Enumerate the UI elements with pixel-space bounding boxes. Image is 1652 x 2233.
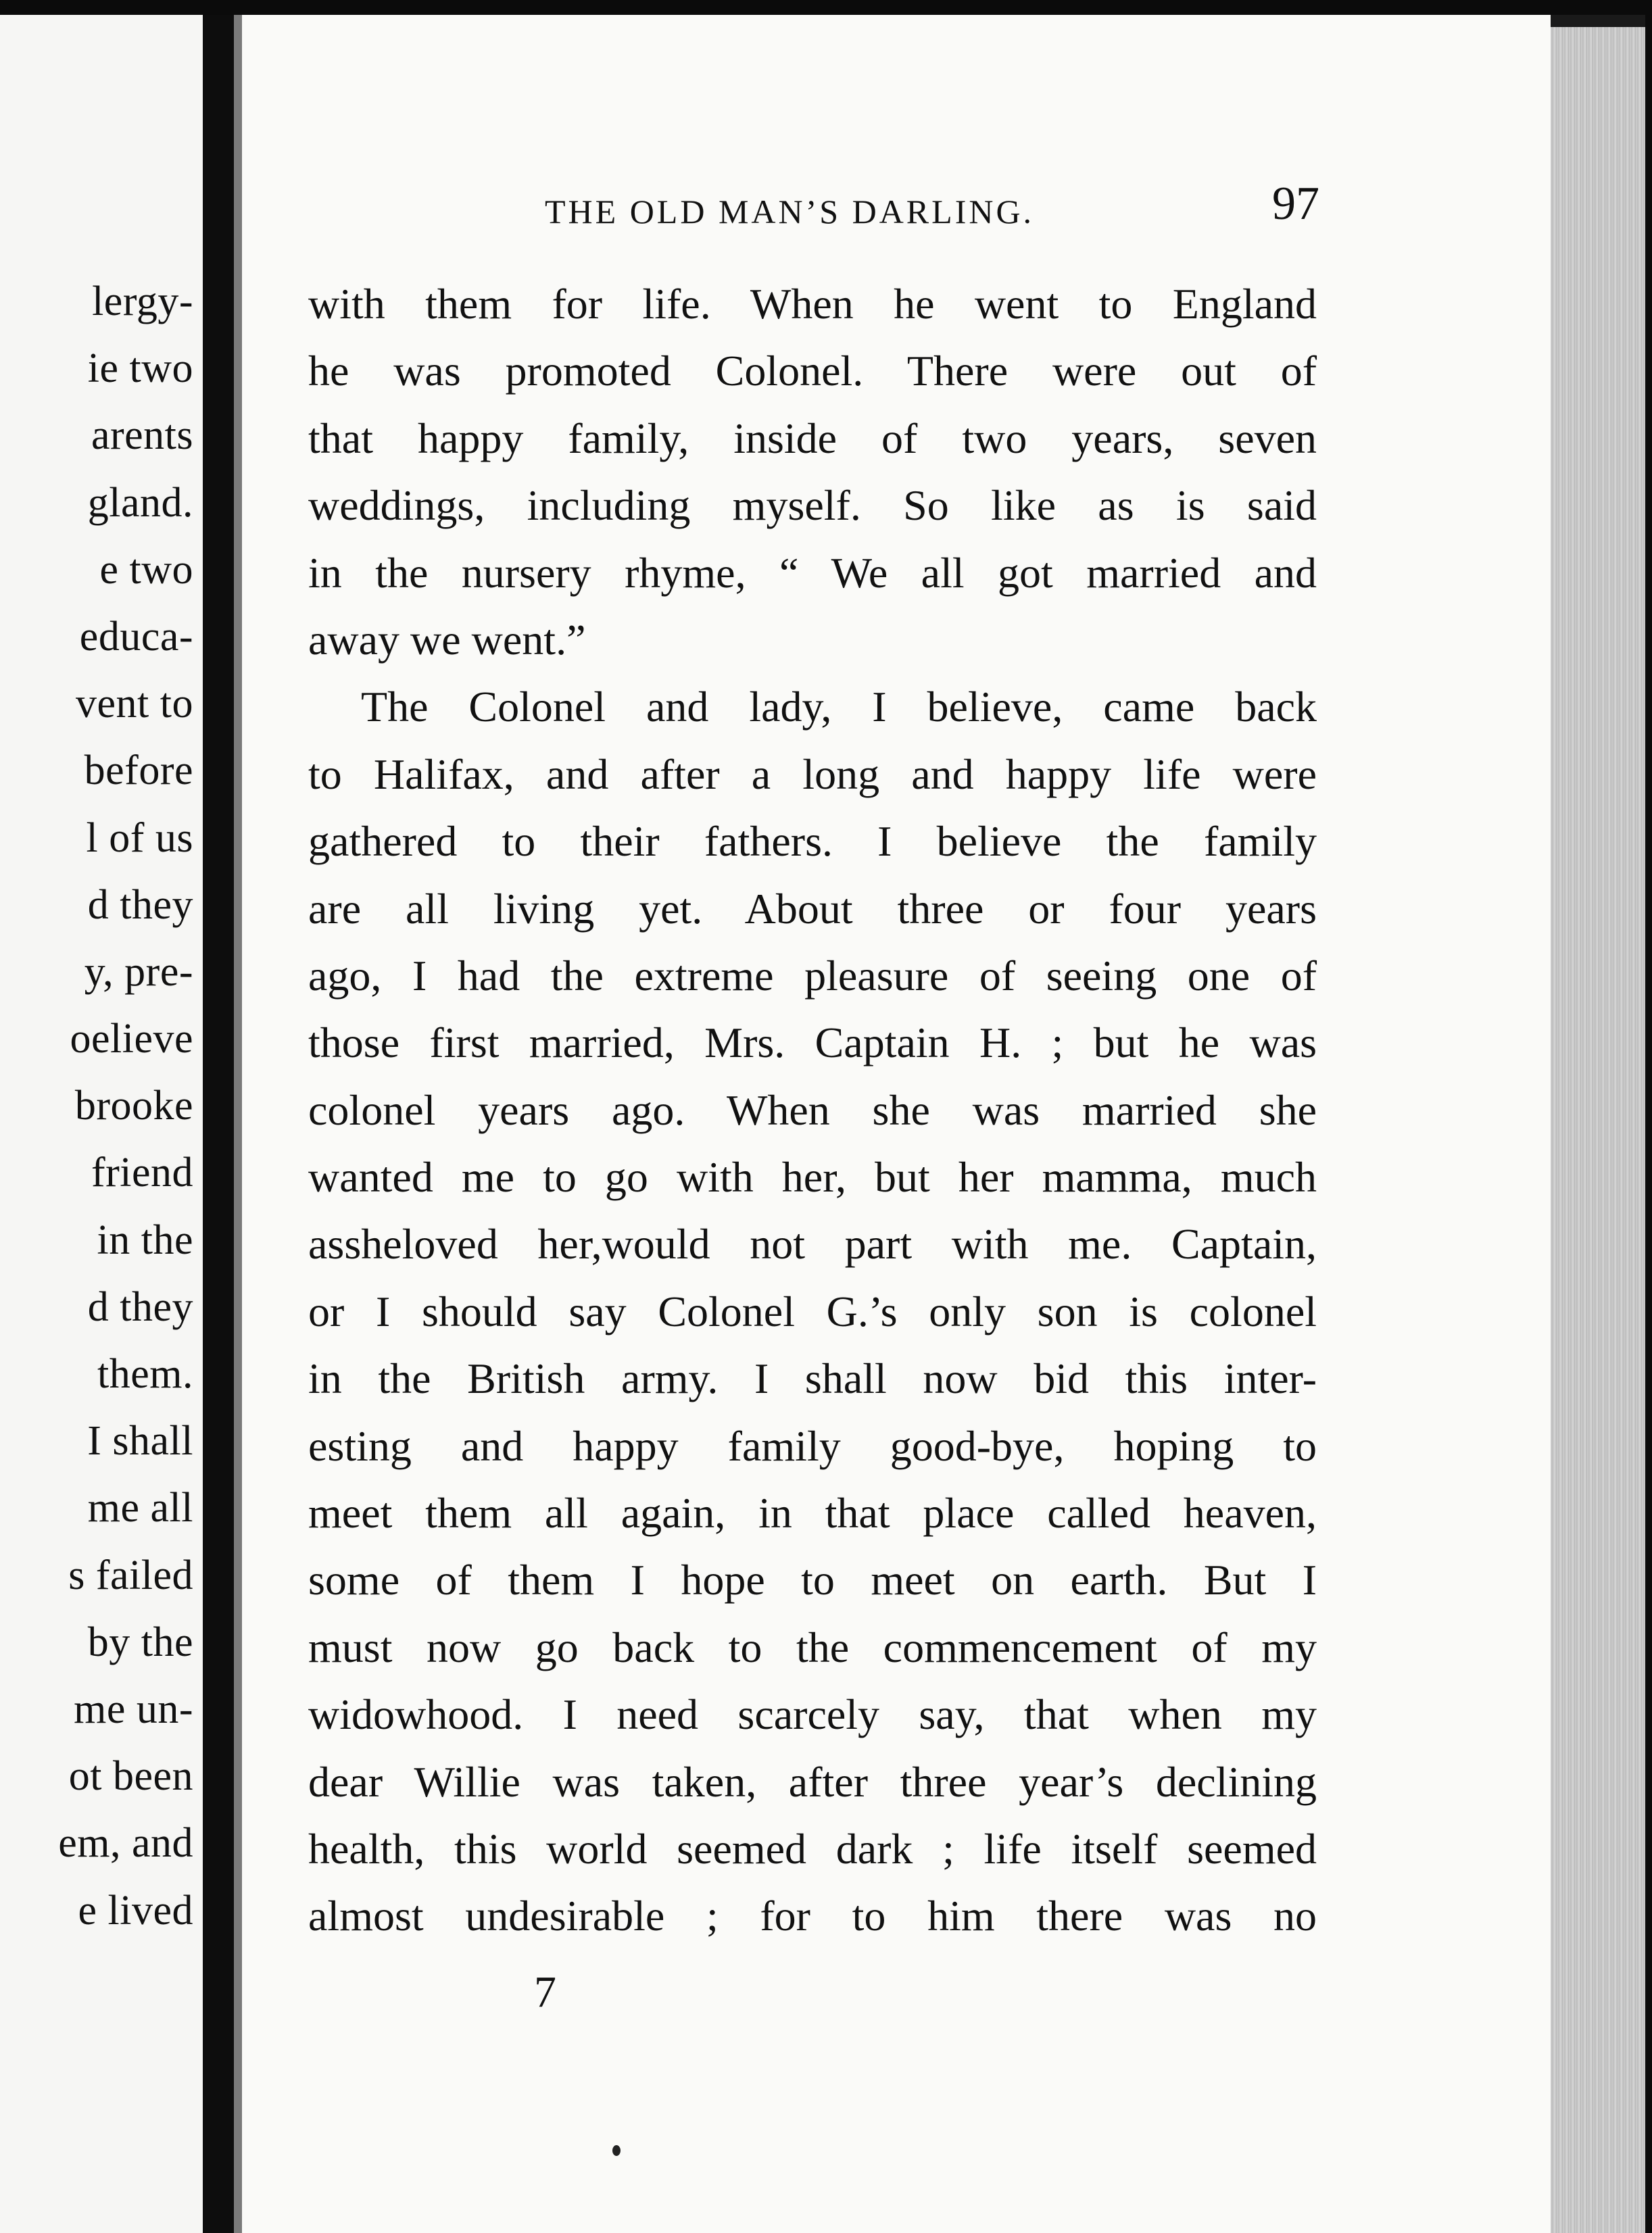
facing-line: oelieve xyxy=(70,1016,193,1062)
text-line: esting and happy family good-bye, hoping to xyxy=(308,1421,1317,1470)
facing-line: gland. xyxy=(87,479,193,526)
text-line: assheloved her,would not part with me. Captain, xyxy=(308,1220,1317,1269)
text-line: away we went.” xyxy=(308,615,586,664)
facing-line: arents xyxy=(91,412,193,459)
facing-line: I shall xyxy=(87,1418,193,1465)
gutter-shadow xyxy=(234,15,242,2233)
text-line: some of them I hope to meet on earth. But I xyxy=(308,1556,1317,1604)
page-number: 97 xyxy=(1272,178,1319,230)
facing-page-left xyxy=(0,15,203,2233)
facing-line: vent to xyxy=(76,681,193,727)
facing-line: lergy- xyxy=(92,278,193,324)
body-text xyxy=(308,270,1317,1950)
text-line: in the British army. I shall now bid this inter- xyxy=(308,1354,1317,1403)
text-line: health, this world seemed dark ; life itself seemed xyxy=(308,1824,1317,1873)
text-line: those first married, Mrs. Captain H. ; but he was xyxy=(308,1019,1317,1067)
facing-line: ot been xyxy=(68,1753,193,1800)
text-line: he was promoted Colonel. There were out of xyxy=(308,347,1317,395)
text-line: ago, I had the extreme pleasure of seeing one of xyxy=(308,951,1317,1000)
facing-line: ie two xyxy=(87,345,193,392)
text-line: gathered to their fathers. I believe the family xyxy=(308,817,1317,866)
text-line: with them for life. When he went to England xyxy=(308,280,1317,328)
text-line: widowhood. I need scarcely say, that when my xyxy=(308,1690,1317,1739)
signature-mark: 7 xyxy=(534,1967,556,2017)
facing-line: l of us xyxy=(86,814,193,861)
facing-line: before xyxy=(84,747,193,794)
running-header xyxy=(0,177,1652,238)
scan-top-edge xyxy=(0,0,1652,15)
page-fore-edge xyxy=(1551,27,1645,2233)
facing-line: y, pre- xyxy=(84,948,193,995)
scan-right-edge xyxy=(1645,0,1652,2233)
book-gutter xyxy=(203,15,234,2233)
text-line: weddings, including myself. So like as is said xyxy=(308,481,1317,530)
scan-speck xyxy=(612,2145,621,2156)
text-line: to Halifax, and after a long and happy life were xyxy=(308,750,1317,798)
text-line: must now go back to the commencement of my xyxy=(308,1623,1317,1671)
facing-line: e two xyxy=(99,546,193,593)
facing-line: brooke xyxy=(74,1083,193,1129)
facing-line: friend xyxy=(91,1150,193,1196)
facing-page-text xyxy=(0,268,193,1944)
facing-line: me all xyxy=(87,1485,193,1531)
text-line: dear Willie was taken, after three year’s declining xyxy=(308,1757,1317,1806)
text-line: colonel years ago. When she was married she xyxy=(308,1085,1317,1134)
text-line: meet them all again, in that place called heaven, xyxy=(308,1489,1317,1538)
facing-line: d they xyxy=(87,1283,193,1330)
running-title: THE OLD MAN’S DARLING. xyxy=(545,193,1035,230)
text-line: that happy family, inside of two years, seven xyxy=(308,414,1317,462)
facing-line: me un- xyxy=(74,1686,193,1732)
facing-line: by the xyxy=(87,1619,193,1665)
text-line: in the nursery rhyme, “ We all got married and xyxy=(308,548,1317,597)
text-line: or I should say Colonel G.’s only son is colonel xyxy=(308,1287,1317,1335)
text-line: wanted me to go with her, but her mamma, much xyxy=(308,1153,1317,1202)
text-line: are all living yet. About three or four years xyxy=(308,884,1317,933)
facing-line: d they xyxy=(87,881,193,928)
facing-line: e lived xyxy=(78,1887,193,1934)
facing-line: s failed xyxy=(68,1552,193,1598)
facing-line: educa- xyxy=(79,613,193,660)
facing-line: in the xyxy=(97,1217,193,1263)
facing-line: them. xyxy=(97,1351,193,1397)
text-line: The Colonel and lady, I believe, came back xyxy=(361,683,1317,731)
facing-line: em, and xyxy=(58,1820,193,1867)
text-line: almost undesirable ; for to him there was no xyxy=(308,1892,1317,1940)
